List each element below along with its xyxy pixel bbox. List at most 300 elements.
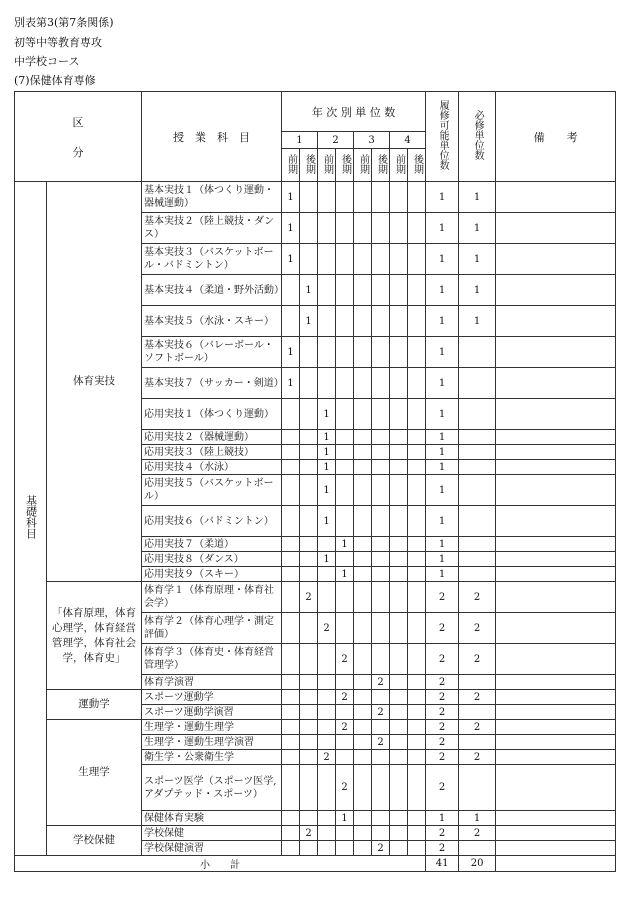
credit-cell-y1a — [282, 811, 300, 826]
credit-cell-y4a — [390, 826, 408, 841]
credit-cell-y4a — [390, 213, 408, 244]
subtotal-rishu: 41 — [426, 856, 459, 872]
credit-cell-y3a — [354, 430, 372, 445]
credit-cell-y1a — [282, 675, 300, 690]
credit-cell-y3a — [354, 582, 372, 613]
credit-cell-y2b — [336, 552, 354, 567]
subject-name: 応用実技４（水泳） — [142, 460, 282, 475]
biko-cell — [496, 306, 616, 337]
credit-cell-y2a — [318, 182, 336, 213]
credit-cell-y2b: 1 — [336, 567, 354, 582]
subject-name: 応用実技６（バドミントン） — [142, 506, 282, 537]
credit-cell-y3b — [372, 582, 390, 613]
credit-cell-y2a: 2 — [318, 613, 336, 644]
hisshu-cell — [459, 841, 496, 856]
biko-cell — [496, 750, 616, 765]
credit-cell-y1b — [300, 644, 318, 675]
credit-cell-y1b — [300, 213, 318, 244]
credit-cell-y1b — [300, 552, 318, 567]
credit-cell-y4b — [408, 399, 426, 430]
credit-cell-y2b — [336, 475, 354, 506]
subject-name: 応用実技５（バスケットボール） — [142, 475, 282, 506]
credit-cell-y3b: 2 — [372, 735, 390, 750]
credit-cell-y1b — [300, 613, 318, 644]
credit-cell-y1a — [282, 475, 300, 506]
hisshu-cell: 1 — [459, 182, 496, 213]
rishu-cell: 1 — [426, 213, 459, 244]
credit-cell-y3b — [372, 182, 390, 213]
credit-cell-y3b — [372, 765, 390, 811]
hisshu-cell — [459, 765, 496, 811]
credit-cell-y1b — [300, 506, 318, 537]
credit-cell-y2a: 1 — [318, 506, 336, 537]
biko-cell — [496, 567, 616, 582]
credit-cell-y4b — [408, 567, 426, 582]
credit-cell-y1b — [300, 765, 318, 811]
rishu-cell: 1 — [426, 460, 459, 475]
biko-cell — [496, 841, 616, 856]
credit-cell-y4a — [390, 275, 408, 306]
credit-cell-y2b — [336, 750, 354, 765]
credit-cell-y2a — [318, 735, 336, 750]
credit-cell-y2a — [318, 244, 336, 275]
rishu-cell: 1 — [426, 506, 459, 537]
biko-cell — [496, 244, 616, 275]
credit-cell-y3a — [354, 306, 372, 337]
credit-cell-y1b — [300, 567, 318, 582]
credit-cell-y1b: 2 — [300, 826, 318, 841]
credit-cell-y1b — [300, 445, 318, 460]
credit-cell-y3a — [354, 445, 372, 460]
subject-name: 体育学２（体育心理学・測定評価） — [142, 613, 282, 644]
subject-name: 学校保健 — [142, 826, 282, 841]
credit-cell-y3a — [354, 765, 372, 811]
credit-cell-y3b — [372, 690, 390, 705]
credit-cell-y4b — [408, 368, 426, 399]
kouki-header — [408, 149, 426, 182]
credit-cell-y3b — [372, 613, 390, 644]
credit-cell-y4a — [390, 675, 408, 690]
biko-cell — [496, 445, 616, 460]
rishu-header-text: 履修可能単位数 — [437, 100, 449, 170]
credit-cell-y4b — [408, 537, 426, 552]
credit-cell-y3a — [354, 506, 372, 537]
credit-cell-y2a — [318, 537, 336, 552]
subject-name: 基本実技４（柔道・野外活動） — [142, 275, 282, 306]
hisshu-cell — [459, 552, 496, 567]
subject-name: 体育学演習 — [142, 675, 282, 690]
credit-cell-y3b: 2 — [372, 675, 390, 690]
credit-cell-y3a — [354, 644, 372, 675]
credit-cell-y2a: 1 — [318, 552, 336, 567]
credit-cell-y3a — [354, 244, 372, 275]
rishu-cell: 2 — [426, 826, 459, 841]
biko-cell — [496, 460, 616, 475]
kouki-header — [336, 149, 354, 182]
table-body — [15, 182, 616, 856]
credit-cell-y4b — [408, 582, 426, 613]
subject-name: 基本実技２（陸上競技・ダンス） — [142, 213, 282, 244]
zenki-header — [318, 149, 336, 182]
credit-cell-y3a — [354, 675, 372, 690]
credit-cell-y3b — [372, 506, 390, 537]
credit-cell-y3a — [354, 475, 372, 506]
credit-table — [14, 91, 616, 872]
rishu-cell: 1 — [426, 275, 459, 306]
group-cell-undougaku: 運動学 — [47, 690, 142, 720]
biko-cell — [496, 765, 616, 811]
credit-cell-y1b — [300, 841, 318, 856]
rishu-cell: 2 — [426, 750, 459, 765]
credit-cell-y2b — [336, 735, 354, 750]
hisshu-cell — [459, 567, 496, 582]
zenki-header — [282, 149, 300, 182]
rishu-cell: 1 — [426, 552, 459, 567]
credit-cell-y4a — [390, 182, 408, 213]
rishu-cell: 1 — [426, 430, 459, 445]
credit-cell-y2a — [318, 368, 336, 399]
biko-cell — [496, 430, 616, 445]
credit-cell-y3a — [354, 720, 372, 735]
credit-cell-y3b — [372, 399, 390, 430]
credit-cell-y4a — [390, 720, 408, 735]
rishu-cell: 1 — [426, 475, 459, 506]
subtotal-hisshu: 20 — [459, 856, 496, 872]
credit-cell-y1b — [300, 244, 318, 275]
credit-cell-y1b — [300, 690, 318, 705]
zenki-label: 前期 — [321, 153, 333, 174]
credit-cell-y1b: 1 — [300, 306, 318, 337]
credit-cell-y1a — [282, 399, 300, 430]
credit-cell-y4a — [390, 735, 408, 750]
subject-name: スポーツ運動学 — [142, 690, 282, 705]
credit-cell-y3a — [354, 811, 372, 826]
subject-name: 体育学３（体育史・体育経営管理学） — [142, 644, 282, 675]
credit-cell-y4b — [408, 306, 426, 337]
major-title: (7)保健体育専修 — [14, 74, 96, 87]
credit-cell-y4a — [390, 306, 408, 337]
credit-cell-y2a: 1 — [318, 430, 336, 445]
group-cell-seirigaku: 生理学 — [47, 720, 142, 826]
kouki-header — [300, 149, 318, 182]
hisshu-cell: 1 — [459, 213, 496, 244]
credit-cell-y3a — [354, 537, 372, 552]
hisshu-cell — [459, 430, 496, 445]
credit-cell-y3b — [372, 750, 390, 765]
credit-cell-y2b — [336, 675, 354, 690]
group-cell-taiiku-jitsugi: 体育実技 — [47, 182, 142, 582]
credit-cell-y4b — [408, 765, 426, 811]
rishu-cell: 2 — [426, 705, 459, 720]
credit-cell-y4b — [408, 705, 426, 720]
credit-cell-y1b — [300, 735, 318, 750]
credit-cell-y2b — [336, 705, 354, 720]
credit-cell-y1a — [282, 826, 300, 841]
credit-cell-y1b: 1 — [300, 275, 318, 306]
year-4-header: 4 — [390, 132, 426, 149]
credit-cell-y2b — [336, 399, 354, 430]
biko-cell — [496, 337, 616, 368]
table-row — [15, 582, 616, 613]
hisshu-cell: 1 — [459, 306, 496, 337]
credit-cell-y4a — [390, 506, 408, 537]
table-row — [15, 182, 616, 213]
hisshu-cell: 1 — [459, 244, 496, 275]
subject-name: 生理学・運動生理学 — [142, 720, 282, 735]
credit-cell-y4a — [390, 690, 408, 705]
credit-cell-y1b — [300, 430, 318, 445]
credit-cell-y4a — [390, 368, 408, 399]
hisshu-cell: 2 — [459, 720, 496, 735]
credit-cell-y2a: 1 — [318, 460, 336, 475]
biko-cell — [496, 720, 616, 735]
credit-cell-y1b — [300, 750, 318, 765]
credit-cell-y4b — [408, 720, 426, 735]
credit-cell-y2b: 2 — [336, 644, 354, 675]
credit-cell-y4b — [408, 182, 426, 213]
credit-cell-y1a: 1 — [282, 213, 300, 244]
credit-cell-y3b — [372, 430, 390, 445]
credit-cell-y1b — [300, 337, 318, 368]
biko-cell — [496, 582, 616, 613]
credit-cell-y4b — [408, 430, 426, 445]
hisshu-cell — [459, 537, 496, 552]
credit-cell-y3a — [354, 460, 372, 475]
credit-cell-y1a — [282, 430, 300, 445]
rishu-cell: 1 — [426, 399, 459, 430]
credit-cell-y2a — [318, 567, 336, 582]
credit-cell-y3a — [354, 841, 372, 856]
credit-cell-y1a — [282, 567, 300, 582]
rishu-cell: 2 — [426, 841, 459, 856]
credit-cell-y4a — [390, 537, 408, 552]
rishu-cell: 1 — [426, 182, 459, 213]
hisshu-cell — [459, 705, 496, 720]
hisshu-cell: 2 — [459, 750, 496, 765]
credit-cell-y4a — [390, 399, 408, 430]
credit-cell-y1a — [282, 613, 300, 644]
zenki-header — [354, 149, 372, 182]
kubun-header-2: 分 — [72, 145, 84, 159]
credit-cell-y2a: 1 — [318, 445, 336, 460]
credit-cell-y2a: 1 — [318, 475, 336, 506]
credit-cell-y4a — [390, 460, 408, 475]
biko-cell — [496, 552, 616, 567]
rishu-cell: 2 — [426, 582, 459, 613]
credit-cell-y4b — [408, 750, 426, 765]
credit-cell-y1a — [282, 506, 300, 537]
biko-cell — [496, 182, 616, 213]
biko-cell — [496, 735, 616, 750]
credit-cell-y2a — [318, 720, 336, 735]
credit-cell-y4a — [390, 644, 408, 675]
credit-cell-y2a — [318, 765, 336, 811]
credit-cell-y4a — [390, 445, 408, 460]
credit-cell-y2b: 1 — [336, 811, 354, 826]
credit-cell-y1b: 2 — [300, 582, 318, 613]
hisshu-cell — [459, 368, 496, 399]
credit-cell-y1a — [282, 765, 300, 811]
credit-cell-y3b — [372, 213, 390, 244]
credit-cell-y2b — [336, 368, 354, 399]
rishu-cell: 2 — [426, 675, 459, 690]
rishu-cell: 1 — [426, 445, 459, 460]
credit-cell-y1a: 1 — [282, 368, 300, 399]
credit-cell-y4a — [390, 337, 408, 368]
credit-cell-y2a: 2 — [318, 750, 336, 765]
biko-cell — [496, 213, 616, 244]
credit-cell-y2b — [336, 182, 354, 213]
credit-cell-y2b — [336, 430, 354, 445]
credit-cell-y3b: 2 — [372, 705, 390, 720]
credit-cell-y2b — [336, 244, 354, 275]
biko-cell — [496, 506, 616, 537]
subject-name: スポーツ運動学演習 — [142, 705, 282, 720]
course-title: 中学校コース — [14, 55, 80, 68]
credit-cell-y1a — [282, 644, 300, 675]
credit-cell-y4b — [408, 275, 426, 306]
credit-cell-y3a — [354, 750, 372, 765]
rishu-cell: 1 — [426, 244, 459, 275]
credit-cell-y3b — [372, 720, 390, 735]
credit-cell-y3b — [372, 244, 390, 275]
biko-cell — [496, 368, 616, 399]
kubun-header-1: 区 — [72, 115, 84, 129]
subtotal-label: 小 計 — [15, 856, 426, 872]
hisshu-cell — [459, 399, 496, 430]
credit-cell-y3a — [354, 182, 372, 213]
credit-cell-y4a — [390, 552, 408, 567]
subject-header: 授 業 科 目 — [142, 92, 282, 182]
credit-cell-y4a — [390, 430, 408, 445]
credit-cell-y4b — [408, 552, 426, 567]
table-row — [15, 690, 616, 705]
credit-cell-y2a — [318, 690, 336, 705]
subject-name: 応用実技９（スキー） — [142, 567, 282, 582]
subject-name: 応用実技３（陸上競技） — [142, 445, 282, 460]
credit-cell-y4a — [390, 750, 408, 765]
table-footer — [15, 856, 616, 872]
credit-cell-y3a — [354, 690, 372, 705]
credit-cell-y3b: 2 — [372, 841, 390, 856]
year-2-header: 2 — [318, 132, 354, 149]
credit-cell-y1a — [282, 552, 300, 567]
credit-cell-y3a — [354, 213, 372, 244]
hisshu-cell: 2 — [459, 582, 496, 613]
credit-cell-y1b — [300, 399, 318, 430]
credit-cell-y3a — [354, 337, 372, 368]
hisshu-cell — [459, 735, 496, 750]
hisshu-cell — [459, 506, 496, 537]
credit-cell-y3a — [354, 826, 372, 841]
credit-cell-y4a — [390, 705, 408, 720]
hisshu-cell — [459, 675, 496, 690]
credit-cell-y4b — [408, 811, 426, 826]
credit-cell-y1a — [282, 460, 300, 475]
rishu-cell: 2 — [426, 720, 459, 735]
hisshu-header-text: 必修単位数 — [472, 110, 484, 160]
subject-name: 応用実技１（体つくり運動） — [142, 399, 282, 430]
credit-cell-y4b — [408, 675, 426, 690]
credit-cell-y4b — [408, 244, 426, 275]
hisshu-cell: 1 — [459, 275, 496, 306]
credit-cell-y3b — [372, 537, 390, 552]
credit-cell-y1b — [300, 705, 318, 720]
credit-cell-y4b — [408, 337, 426, 368]
credit-cell-y4b — [408, 613, 426, 644]
hisshu-cell: 2 — [459, 826, 496, 841]
biko-cell — [496, 644, 616, 675]
appendix-title: 別表第3(第7条関係) — [14, 16, 114, 29]
credit-cell-y1a — [282, 750, 300, 765]
group-cell-gakkou-hoken: 学校保健 — [47, 826, 142, 856]
credit-cell-y2a: 1 — [318, 399, 336, 430]
kouki-label: 後期 — [339, 153, 351, 174]
credit-cell-y2a — [318, 306, 336, 337]
subject-name: 保健体育実験 — [142, 811, 282, 826]
subject-name: 衛生学・公衆衛生学 — [142, 750, 282, 765]
credit-cell-y4b — [408, 213, 426, 244]
credit-cell-y1a: 1 — [282, 244, 300, 275]
credit-cell-y1b — [300, 811, 318, 826]
credit-cell-y1a — [282, 705, 300, 720]
credit-cell-y4a — [390, 841, 408, 856]
year-1-header: 1 — [282, 132, 318, 149]
credit-cell-y1b — [300, 675, 318, 690]
biko-header: 備 考 — [496, 92, 616, 182]
subject-name: 基本実技７（サッカー・剣道） — [142, 368, 282, 399]
hisshu-header — [459, 92, 496, 182]
credit-cell-y3b — [372, 368, 390, 399]
credit-cell-y2a — [318, 841, 336, 856]
credit-cell-y2b — [336, 460, 354, 475]
credit-cell-y3a — [354, 552, 372, 567]
biko-cell — [496, 811, 616, 826]
credit-cell-y4a — [390, 567, 408, 582]
credit-cell-y2a — [318, 811, 336, 826]
kouki-header — [372, 149, 390, 182]
credit-cell-y2a — [318, 213, 336, 244]
credit-cell-y3b — [372, 475, 390, 506]
biko-cell — [496, 537, 616, 552]
credit-cell-y2b: 2 — [336, 720, 354, 735]
credit-cell-y2b — [336, 582, 354, 613]
credit-cell-y3b — [372, 275, 390, 306]
credit-cell-y4a — [390, 613, 408, 644]
credit-cell-y1b — [300, 720, 318, 735]
rishu-header — [426, 92, 459, 182]
table-header — [15, 92, 616, 182]
credit-cell-y4b — [408, 475, 426, 506]
credit-cell-y1a — [282, 306, 300, 337]
rishu-cell: 1 — [426, 811, 459, 826]
credit-cell-y3a — [354, 705, 372, 720]
biko-cell — [496, 826, 616, 841]
hisshu-cell — [459, 445, 496, 460]
hisshu-cell: 1 — [459, 811, 496, 826]
nenji-header: 年 次 別 単 位 数 — [282, 92, 426, 132]
credit-cell-y2a — [318, 644, 336, 675]
rishu-cell: 2 — [426, 735, 459, 750]
rishu-cell: 2 — [426, 690, 459, 705]
credit-cell-y1a — [282, 841, 300, 856]
credit-cell-y2b: 2 — [336, 765, 354, 811]
credit-cell-y2b — [336, 275, 354, 306]
zenki-label: 前期 — [393, 153, 405, 174]
subject-name: 生理学・運動生理学演習 — [142, 735, 282, 750]
hisshu-cell — [459, 337, 496, 368]
rishu-cell: 1 — [426, 368, 459, 399]
